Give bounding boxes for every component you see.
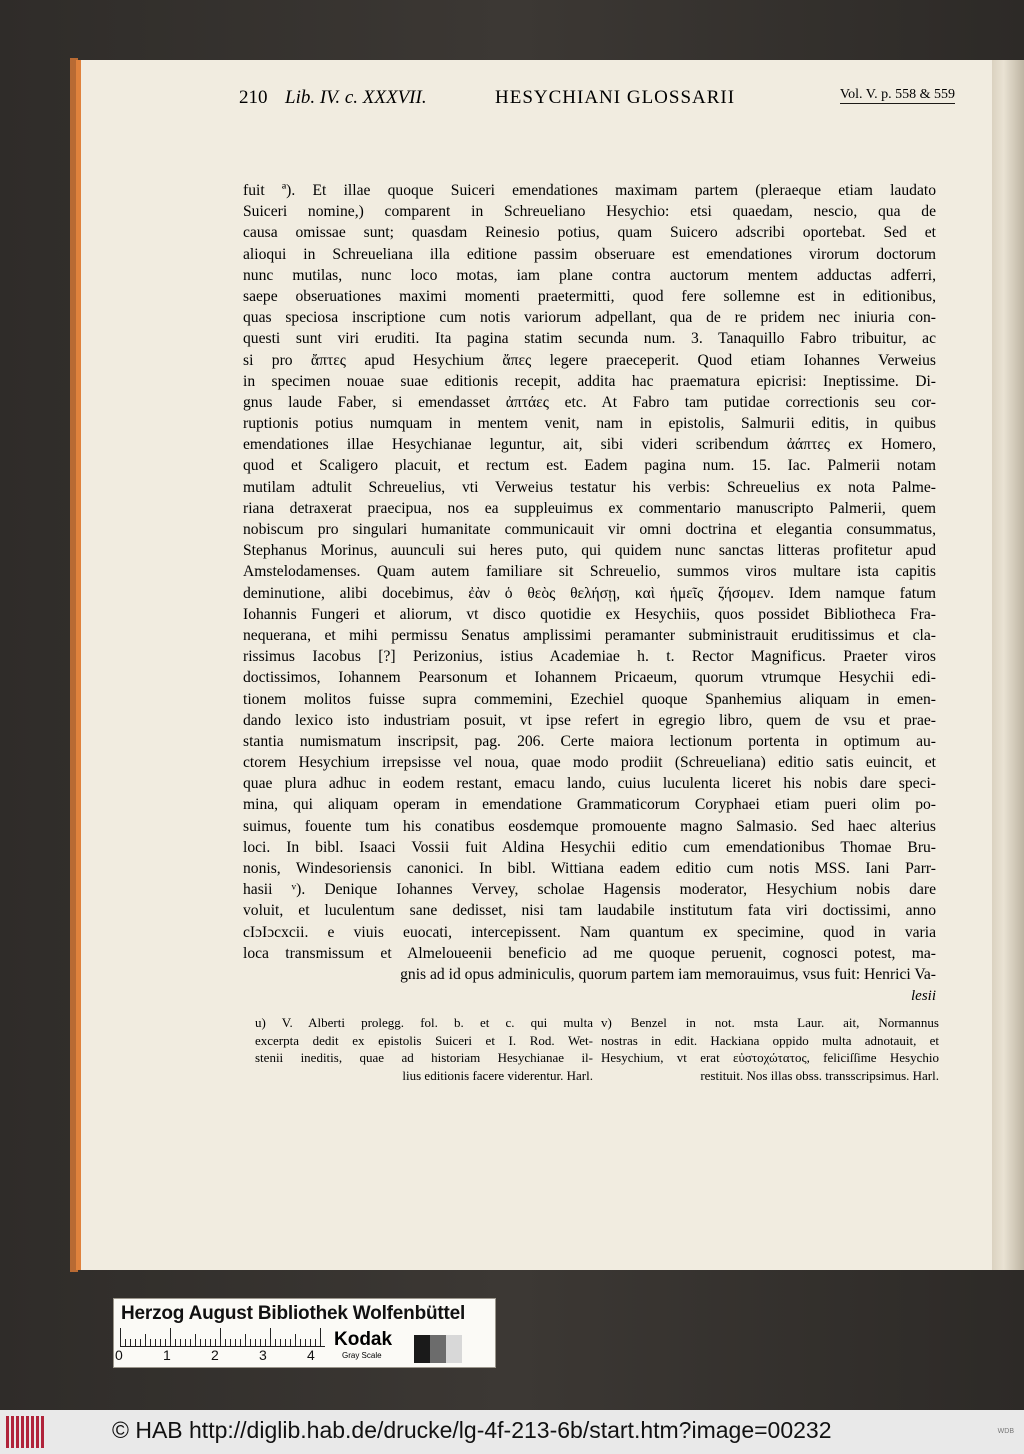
ruler-tick — [125, 1339, 126, 1346]
text-line: gnus laude Faber, si emendasset ἀπτάες etc. At Fabro tam putidae correctionis seu cor- — [243, 393, 936, 411]
book-chapter: Lib. IV. c. XXXVII. — [285, 87, 427, 108]
text-line: si pro ἄπτες apud Hesychium ἄπες legere praeceperit. Quod etiam Iohannes Verweius — [243, 351, 936, 369]
text-line: tionem molitos fuisse supra commemini, Ezechiel quoque Spanhemius aliquam in emen- — [243, 690, 936, 708]
footnote-line: lius editionis facere viderentur. Harl. — [402, 1067, 593, 1083]
ruler-tick — [285, 1339, 286, 1346]
footnote-line: Hesychium, vt erat εὐστοχώτατος, feliciſſime Hesychio — [601, 1050, 939, 1065]
wdb-mark: WDB — [997, 1428, 1014, 1435]
text-line: ctorem Hesychium irrepsisse vel noua, quae modo prodiit (Schreueliana) editio satis euincit, et — [243, 754, 936, 772]
ruler-tick — [310, 1339, 311, 1346]
ruler-tick — [160, 1339, 161, 1346]
footnote-line: excerpta dedit ex epistolis Suiceri et I. Rod. Wet- — [255, 1032, 593, 1048]
running-header — [155, 83, 955, 113]
text-line: dando lexico isto industriam posuit, vt ipse refert in egregio libro, quem de vsu et prae- — [243, 711, 936, 729]
ruler-tick — [150, 1339, 151, 1346]
footnote-line: restituit. Nos illas obss. transscripsimus. Harl. — [700, 1067, 939, 1083]
ruler-tick — [275, 1339, 276, 1346]
text-line: cIɔIɔcxcii. e viuis euocati, intercepissent. Nam quantum ex specimine, quod in varia — [243, 923, 936, 941]
page-number: 210 — [239, 87, 268, 108]
text-line: loci. In bibl. Isaaci Vossii fuit Aldina Hesychii editio cum emendationibus Thomae Bru- — [243, 838, 936, 856]
ruler-number: 1 — [163, 1347, 171, 1363]
footer-bar — [0, 1410, 1024, 1454]
text-line: Amstelodamenses. Quam autem familiare sit Schreuelio, summos viros multare ista capitis — [243, 563, 936, 581]
footnotes — [243, 1014, 939, 1094]
ruler-tick — [255, 1339, 256, 1346]
facing-page-edge — [990, 60, 1024, 1270]
ruler-tick — [270, 1328, 271, 1346]
ruler-tick — [220, 1328, 221, 1346]
ruler-tick — [210, 1339, 211, 1346]
ruler-tick — [320, 1328, 321, 1346]
kodak-logo: Kodak — [334, 1329, 393, 1350]
text-line: loca transmissum et Almeloueenii beneficio ad me quoque peruenit, cognosci potest, ma- — [243, 944, 936, 962]
copyright-url[interactable]: © HAB http://diglib.hab.de/drucke/lg-4f-213-6b/start.htm?image=00232 — [112, 1417, 832, 1443]
ruler-tick — [225, 1339, 226, 1346]
footnote-u — [255, 1014, 593, 1084]
ruler-tick — [305, 1339, 306, 1346]
ruler-tick — [165, 1339, 166, 1346]
ruler-number: 0 — [115, 1347, 123, 1363]
text-line: gnis ad id opus adminiculis, quorum partem iam memorauimus, vsus fuit: Henrici Va- — [400, 965, 936, 983]
text-line: alioqui in Schreueliana illa editione passim obseruare est emendationes virorum doctorum — [243, 245, 936, 263]
text-line: riana detraxerat praecipua, nos ea suppleuimus ex commentario manuscripto Palmerii, quem — [243, 499, 936, 517]
ruler-tick — [250, 1339, 251, 1346]
text-line: causa omissae sunt; quasdam Reinesio potius, quam Suicero adscribi oportebat. Sed et — [243, 224, 936, 242]
scale-ruler — [120, 1328, 325, 1347]
ruler-tick — [145, 1334, 146, 1346]
ruler-tick — [215, 1339, 216, 1346]
text-line: suimus, fouente tum his conatibus eosdemque promouente magno Salmasio. Sed haec alterius — [243, 817, 936, 835]
catchword: lesii — [911, 988, 936, 1004]
text-line: saepe obseruationes maximi momenti praetermitti, quod fere sollemne est in editionibus, — [243, 287, 936, 305]
text-line: nequerana, et mihi permissu Senatus amplissimi peramanter subministrauit eruditissimus et cla- — [243, 626, 936, 644]
library-name: Herzog August Bibliothek Wolfenbüttel — [121, 1303, 466, 1324]
ruler-tick — [190, 1339, 191, 1346]
text-line: fuit ª). Et illae quoque Suiceri emendationes maximam partem (pleraeque etiam laudato — [243, 182, 936, 199]
text-line: stantia numismatum inscripsit, pag. 206. Certe maiora lectionum portenta in optimum au- — [243, 732, 936, 750]
text-line: ruptionis potius numquam in mentem venit, nam in epistolis, Salmurii editis, in quibus — [243, 415, 936, 433]
ruler-number: 2 — [211, 1347, 219, 1363]
text-line: nunc mutilas, nunc loco motas, iam plane contra auctorum mentem adductas adferri, — [243, 266, 936, 284]
text-line: Stephanus Morinus, auunculi sui heres puto, qui quidem nunc sanctas litteras profitetur apud — [243, 542, 936, 560]
ruler-tick — [140, 1339, 141, 1346]
ruler-tick — [290, 1339, 291, 1346]
text-line: Suiceri nomine,) comparent in Schreueliano Hesychio: etsi quaedam, nescio, qua de — [243, 203, 936, 221]
footnote-line: stenii ineditis, quae ad historiam Hesychianae il- — [255, 1050, 593, 1065]
text-line: questi sunt viri eruditi. Ita pagina statim secunda num. 3. Tanaquillo Fabro tribuitur, ac — [243, 330, 936, 348]
volume-reference: Vol. V. p. 558 & 559 — [839, 87, 955, 102]
text-line: hasii ᵛ). Denique Iohannes Vervey, scholae Hagensis moderator, Hesychium nobis dare — [243, 881, 936, 899]
text-line: in specimen nouae suae editionis recepit, addita hac praematura epicrisi: Ineptissime. Di- — [243, 372, 936, 390]
text-line: emendationes illae Hesychianae leguntur, ait, sibi videri scribendum ἀάπτες ex Homero, — [243, 436, 936, 454]
text-line: nobiscum pro singulari humanitate communicauit vir omni doctrina et elegantia consummatus, — [243, 521, 936, 538]
ruler-tick — [175, 1339, 176, 1346]
gray-swatch — [430, 1335, 446, 1363]
text-line: quas speciosa inscriptione cum notis variorum adpellant, qua de re pridem nec iniuria con- — [243, 309, 936, 327]
ruler-tick — [200, 1339, 201, 1346]
ruler-tick — [295, 1334, 296, 1346]
ruler-tick — [240, 1339, 241, 1346]
footnote-line: u) V. Alberti prolegg. fol. b. et c. qui multa — [255, 1015, 593, 1030]
text-line: quod et Scaligero placuit, et rectum est. Eadem pagina num. 15. Iac. Palmerii notam — [243, 457, 936, 475]
gray-swatch — [414, 1335, 430, 1363]
text-line: mutilam adtulit Schreuelius, vti Verweius testatur his verbis: Schreuelius ex nota Palme- — [243, 478, 936, 496]
running-title: HESYCHIANI GLOSSARII — [495, 87, 736, 108]
footnote-line: v) Benzel in not. msta Laur. ait, Normannus — [601, 1015, 939, 1030]
text-line: Iohannis Fungeri et aliorum, vt disco quotidie ex Hesychiis, quos possidet Bibliotheca Fra- — [243, 605, 936, 623]
ruler-tick — [130, 1339, 131, 1346]
color-calibration-card — [113, 1298, 496, 1368]
ruler-tick — [185, 1339, 186, 1346]
ruler-tick — [265, 1339, 266, 1346]
ruler-number: 3 — [259, 1347, 267, 1363]
ruler-tick — [135, 1339, 136, 1346]
ruler-tick — [155, 1339, 156, 1346]
ruler-tick — [195, 1334, 196, 1346]
gray-swatch — [446, 1335, 462, 1363]
text-line: deminutione, alibi docebimus, ἐὰν ὁ θεὸς θελήσῃ, καὶ ἡμεῖς ζήσομεν. Idem namque fatum — [243, 584, 936, 602]
ruler-tick — [245, 1334, 246, 1346]
footnote-line: nostras in edit. Hackiana oppido multa adnotauit, et — [601, 1032, 939, 1048]
ruler-tick — [315, 1339, 316, 1346]
ruler-tick — [235, 1339, 236, 1346]
ruler-tick — [205, 1339, 206, 1346]
text-line: voluit, et luculentum sane dedisset, nisi tam laudabile institutum fata viri doctissimi, anno — [243, 902, 936, 920]
text-line: nonis, Windesoriensis canonici. In bibl. Wittiana eadem editio cum notis MSS. Iani Parr- — [243, 860, 936, 877]
footnote-v — [601, 1014, 939, 1084]
ruler-tick — [280, 1339, 281, 1346]
ruler-number: 4 — [307, 1347, 315, 1363]
ruler-numbers — [115, 1347, 335, 1365]
ruler-tick — [230, 1339, 231, 1346]
text-line: doctissimos, Iohannem Pearsonum et Iohannem Pricaeum, quorum vtrumque Hesychii edi- — [243, 669, 936, 687]
ruler-tick — [300, 1339, 301, 1346]
text-line: rissimus Iacobus [?] Perizonius, istius Academiae h. t. Rector Magnificus. Praeter viros — [243, 648, 936, 666]
hab-logo-icon — [6, 1416, 46, 1448]
gray-scale-label: Gray Scale — [342, 1351, 382, 1360]
ruler-tick — [170, 1328, 171, 1346]
gray-swatches — [414, 1335, 462, 1363]
ruler-tick — [180, 1339, 181, 1346]
ruler-tick — [260, 1339, 261, 1346]
ruler-tick — [120, 1328, 121, 1346]
text-line: quae plura adhuc in eodem restant, emacu lando, cuius luculenta liceret his nobis dare speci- — [243, 775, 936, 793]
text-line: mina, qui aliquam operam in emendatione Grammaticorum Coryphaei etiam pueri olim po- — [243, 796, 936, 814]
main-text — [243, 180, 936, 985]
